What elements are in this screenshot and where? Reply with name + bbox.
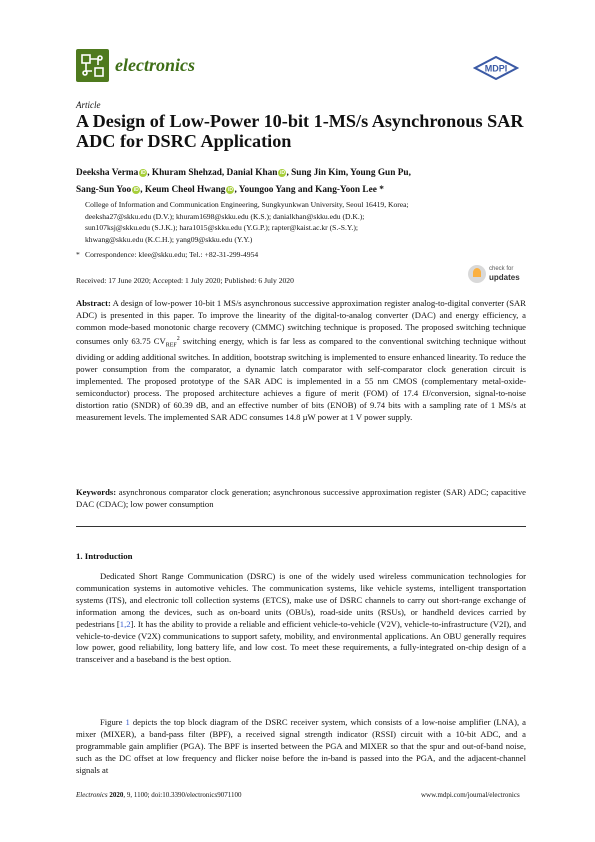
- paragraph-text: Dedicated Short Range Communication (DSRC) is one of the widely used wireless communication technologies for communication systems in automotive vehicles. The communication systems, like vehicle systems, intelligent transportation systems (ITS), and electronic toll collection systems (ETCS), make use of DSRC channels to carry out short-range exchange of information among the devices, such as on-board units (OBUs), road-side units (RSUs), or handheld devices carried by pedestrians [: [76, 571, 526, 629]
- footer-journal: Electronics: [76, 791, 108, 799]
- footer-year: 2020: [109, 791, 124, 799]
- abstract: [76, 298, 526, 424]
- abstract-superscript: 2: [176, 335, 180, 342]
- author-segment[interactable]: Sang-Sun Yoo: [76, 185, 132, 195]
- affiliation-block: [85, 199, 525, 246]
- footer-citation: [76, 791, 241, 799]
- paragraph-text: ]. It has the ability to provide a reliable and efficient vehicle-to-vehicle (V2V), vehicle-to-infrastructure (V2I), and vehicle-to-device (V2X) communications to support safety, mobility, and environmental applications. An OBU generally requires low power, good reliability, long battery life, and low cost. To meet these requirements, a fully-integrated on-chip design of a transceiver and a baseband is the best option.: [76, 618, 526, 665]
- orcid-icon[interactable]: iD: [140, 170, 146, 176]
- affiliation-line[interactable]: khwang@skku.edu (K.C.H.); yang09@skku.edu (Y.Y.): [85, 235, 253, 245]
- check-for-updates-button[interactable]: [468, 264, 526, 286]
- article-type: Article: [76, 100, 101, 110]
- author-segment[interactable]: , Keum Cheol Hwang: [140, 185, 226, 195]
- correspondence: [76, 250, 258, 259]
- footer-url[interactable]: www.mdpi.com/journal/electronics: [421, 791, 520, 799]
- keywords-label: Keywords:: [76, 487, 117, 497]
- journal-name: electronics: [115, 55, 195, 75]
- orcid-icon[interactable]: iD: [279, 170, 285, 176]
- divider: [76, 526, 526, 527]
- keywords: [76, 487, 526, 511]
- author-segment[interactable]: Deeksha Verma: [76, 168, 139, 178]
- mdpi-logo[interactable]: [473, 56, 519, 85]
- author-list: [76, 165, 526, 199]
- author-segment[interactable]: , Sung Jin Kim, Young Gun Pu,: [286, 168, 411, 178]
- correspondence-text[interactable]: Correspondence: klee@skku.edu; Tel.: +82-31-299-4954: [85, 250, 259, 259]
- affiliation-line[interactable]: sun107ksj@skku.edu (S.J.K.); hara1015@skku.edu (Y.G.P.); rapter@kaist.ac.kr (S.-S.Y.);: [85, 223, 358, 233]
- publication-dates: Received: 17 June 2020; Accepted: 1 July 2020; Published: 6 July 2020: [76, 276, 294, 285]
- orcid-icon[interactable]: iD: [133, 187, 139, 193]
- affiliation-line: College of Information and Communication Engineering, Sungkyunkwan University, Seoul 16419, Korea;: [85, 200, 409, 209]
- body-paragraph: [76, 571, 526, 666]
- figure-link[interactable]: 1: [125, 717, 130, 727]
- check-updates-line2: updates: [489, 273, 520, 282]
- abstract-label: Abstract:: [76, 298, 111, 308]
- correspondence-marker: *: [76, 250, 80, 259]
- author-segment[interactable]: , Khuram Shehzad, Danial Khan: [147, 168, 278, 178]
- abstract-text: A design of low-power 10-bit 1 MS/s asynchronous successive approximation register analog-to-digital converter (SAR ADC) is presented in this paper. To improve the linearity of the digital-to-analog converter (DAC) and energy efficiency, a common mode-based monotonic charge recovery (CMMC) switching technique is proposed. The proposed switching technique consumes only 63.75 CV: [76, 298, 526, 346]
- article-title: A Design of Low-Power 10-bit 1-MS/s Asynchronous SAR ADC for DSRC Application: [76, 111, 524, 151]
- paragraph-text: Figure: [100, 717, 126, 727]
- paragraph-text: depicts the top block diagram of the DSRC receiver system, which consists of a low-noise amplifier (LNA), a mixer (MIXER), a band-pass filter (BPF), a received signal strength indicator (RSSI) circuit with a 10-bit ADC, and a programmable gain amplifier (PGA). The BPF is inserted between the PGA and MIXER so that the spur and out-of-band noise, such as the DC offset at low frequency and flicker noise before the in-band is passed into the PGA, and the adjacent-channel signals at: [76, 717, 526, 775]
- footer-doi[interactable]: , 9, 1100; doi:10.3390/electronics9071100: [123, 791, 242, 799]
- keywords-text: asynchronous comparator clock generation; asynchronous successive approximation register (SAR) ADC; capacitive DAC (CDAC); low power consumption: [76, 487, 526, 509]
- mdpi-logo-text: MDPI: [484, 63, 508, 74]
- journal-logo: [76, 49, 109, 82]
- circuit-icon: [76, 49, 109, 82]
- section-heading: 1. Introduction: [76, 551, 133, 561]
- author-segment[interactable]: , Youngoo Yang and Kang-Yoon Lee *: [234, 185, 384, 195]
- abstract-subscript: REF: [165, 342, 177, 349]
- body-paragraph: [76, 717, 526, 777]
- check-updates-line1: check for: [489, 266, 514, 272]
- orcid-icon[interactable]: iD: [227, 187, 233, 193]
- mdpi-icon: [473, 56, 519, 80]
- citation-link[interactable]: 1,2: [119, 618, 131, 629]
- check-updates-icon: [468, 265, 486, 283]
- affiliation-line[interactable]: deeksha27@skku.edu (D.V.); khuram1698@skku.edu (K.S.); danialkhan@skku.edu (D.K.);: [85, 211, 365, 221]
- abstract-text-continued: switching energy, which is far less as compared to the conventional switching technique without dividing or adding additional switches. In addition, bootstrap switching is implemented to ensure enhanced linearity. To reduce the power consumption from the comparator, a dynamic latch comparator with self-comparator clock generation circuit is implemented. The proposed prototype of the SAR ADC is implemented in a 55 nm CMOS (complementary metal-oxide-semiconductor) process. The proposed architecture achieves a figure of merit (FOM) of 17.4 fJ/conversion, signal-to-noise distortion ratio (SNDR) of 60.39 dB, and an effective number of bits (ENOB) of 9.74 bits with a sampling rate of 1 MS/s at measurement levels. The implemented SAR ADC consumes 14.8 µW power at 1 V power supply.: [76, 335, 526, 422]
